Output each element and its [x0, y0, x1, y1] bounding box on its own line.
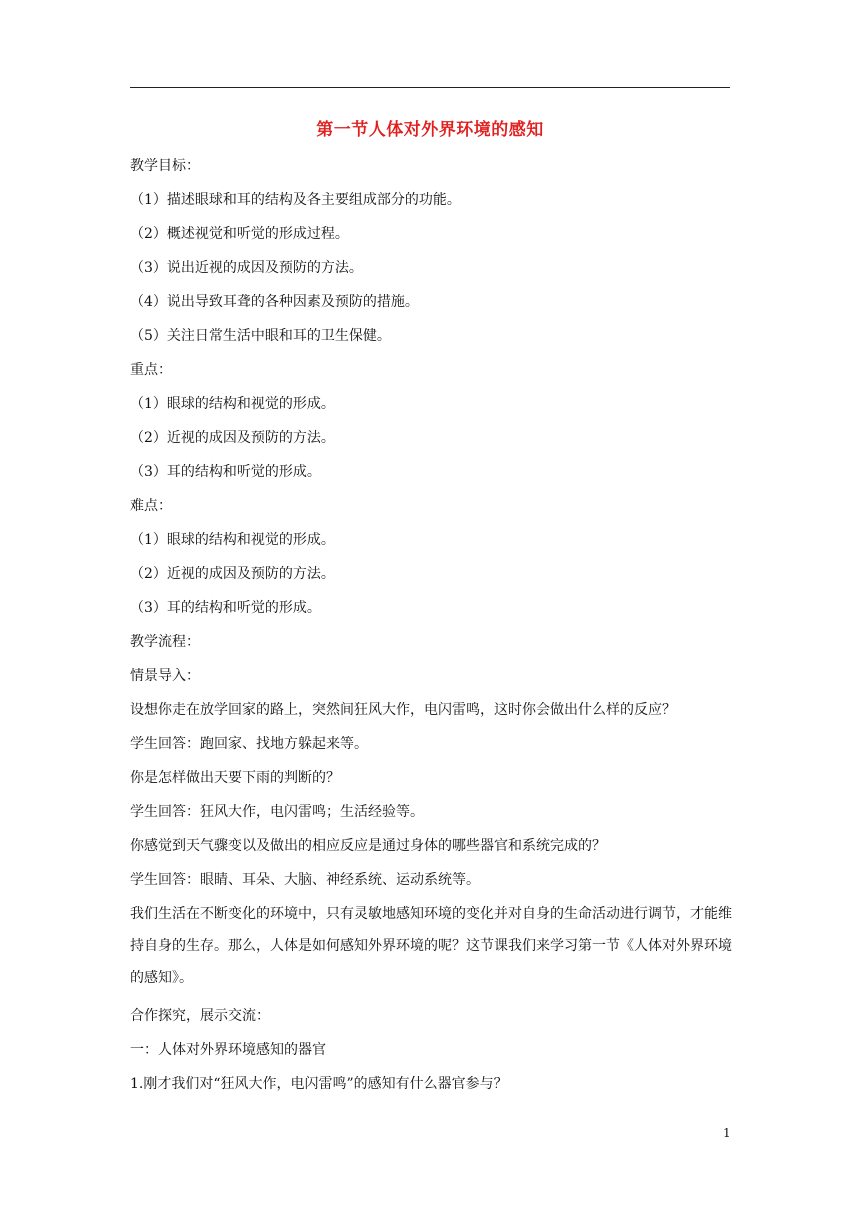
objective-item: （2）概述视觉和听觉的形成过程。	[130, 226, 349, 242]
answer-2: 学生回答：狂风大作，电闪雷鸣；生活经验等。	[130, 804, 424, 820]
difficult-point-item: （2）近视的成因及预防的方法。	[130, 566, 335, 582]
difficult-point-item: （1）眼球的结构和视觉的形成。	[130, 532, 335, 548]
answer-3: 学生回答：眼睛、耳朵、大脑、神经系统、运动系统等。	[130, 872, 480, 888]
key-point-item: （3）耳的结构和听觉的形成。	[130, 464, 321, 480]
page-number: 1	[723, 1126, 731, 1140]
document-title: 第一节人体对外界环境的感知	[316, 120, 544, 140]
question-3: 你感觉到天气骤变以及做出的相应反应是通过身体的哪些器官和系统完成的？	[130, 838, 606, 854]
objective-item: （3）说出近视的成因及预防的方法。	[130, 260, 363, 276]
key-point-item: （1）眼球的结构和视觉的形成。	[130, 396, 335, 412]
flow-heading: 教学流程：	[130, 634, 200, 650]
answer-1: 学生回答：跑回家、找地方躲起来等。	[130, 736, 368, 752]
objectives-heading: 教学目标：	[130, 158, 200, 174]
explore-heading: 合作探究，展示交流：	[130, 1008, 270, 1024]
header-rule	[130, 87, 730, 88]
intro-heading: 情景导入：	[130, 668, 200, 684]
intro-paragraph: 我们生活在不断变化的环境中，只有灵敏地感知环境的变化并对自身的生命活动进行调节，才能维持自身的生存。那么，人体是如何感知外界环境的呢？这节课我们来学习第一节《人体对外界环境的感知》。	[130, 906, 732, 986]
section-heading: 一：人体对外界环境感知的器官	[130, 1042, 326, 1058]
section-question: 1.刚才我们对“狂风大作，电闪雷鸣”的感知有什么器官参与？	[130, 1076, 508, 1092]
difficult-points-heading: 难点：	[130, 498, 172, 514]
difficult-point-item: （3）耳的结构和听觉的形成。	[130, 600, 321, 616]
key-points-heading: 重点：	[130, 362, 172, 378]
question-2: 你是怎样做出天要下雨的判断的？	[130, 770, 340, 786]
key-point-item: （2）近视的成因及预防的方法。	[130, 430, 335, 446]
objective-item: （5）关注日常生活中眼和耳的卫生保健。	[130, 328, 391, 344]
question-1: 设想你走在放学回家的路上，突然间狂风大作，电闪雷鸣，这时你会做出什么样的反应？	[130, 702, 676, 718]
objective-item: （4）说出导致耳聋的各种因素及预防的措施。	[130, 294, 419, 310]
objective-item: （1）描述眼球和耳的结构及各主要组成部分的功能。	[130, 192, 461, 208]
